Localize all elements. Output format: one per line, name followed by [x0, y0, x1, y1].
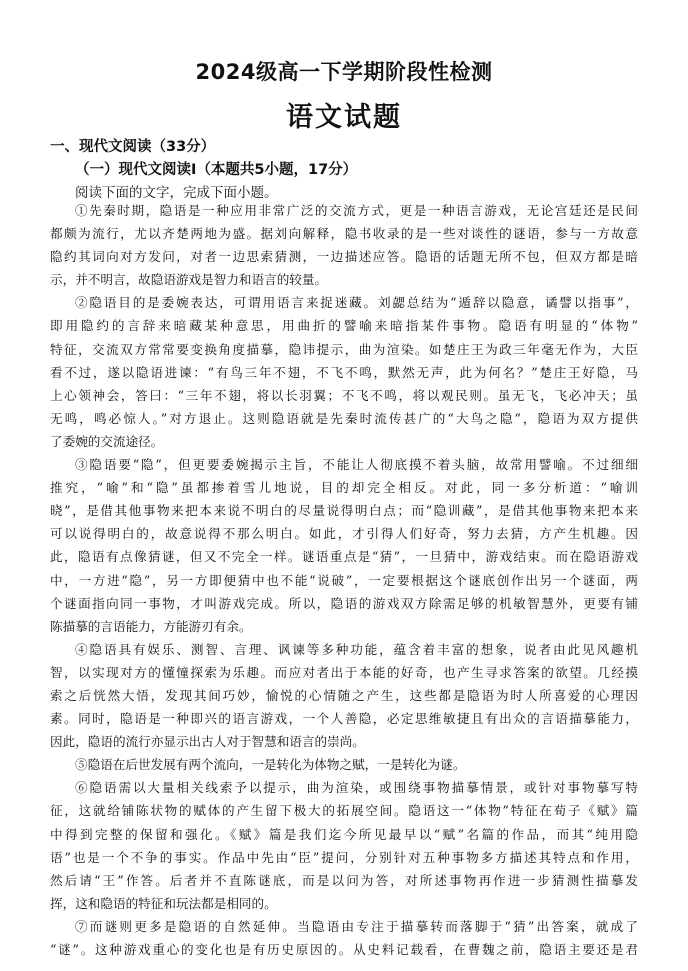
passage-line: 都颇为流行，尤以齐楚两地为盛。据刘向解释，隐书收录的是一些对谈性的谜语，参与一方故意	[50, 226, 638, 242]
passage-line: 看不过，遂以隐语进谏：“有鸟三年不翅，不飞不鸣，默然无声，此为何名？”楚庄王好隐，马	[50, 364, 638, 380]
reading-passage	[50, 199, 638, 961]
passage-line: 语”也是一个不争的事实。作品中先由“臣”提问，分别针对五种事物多方描述其特点和作用，	[50, 849, 638, 865]
passage-line: 示，并不明言，故隐语游戏是智力和语言的较量。	[50, 272, 328, 288]
passage-line: ②隐语目的是委婉表达，可谓用语言来捉迷藏。刘勰总结为“遁辞以隐意，谲譬以指事”，	[75, 295, 638, 311]
passage-line: 个谜面指向同一事物，才叫游戏完成。所以，隐语的游戏双方除需足够的机敏智慧外，更要有铺	[50, 595, 638, 611]
passage-line: 无鸣，鸣必惊人。”对方退止。这则隐语就是先秦时流传甚广的“大鸟之隐”，隐语为双方提供	[50, 410, 638, 426]
passage-line: 征，这就给铺陈状物的赋体的产生留下极大的拓展空间。隐语这一“体物”特征在荀子《赋》篇	[50, 803, 638, 819]
passage-line: 了委婉的交流途径。	[50, 433, 164, 449]
passage-line: 素。同时，隐语是一种即兴的语言游戏，一个人善隐，必定思维敏捷且有出众的言语描摹能力，	[50, 711, 638, 727]
exam-title: 2024级高一下学期阶段性检测	[195, 60, 493, 84]
passage-line: 此，隐语有点像猜谜，但又不完全一样。谜语重点是“猜”，一旦猜中，游戏结束。而在隐语游戏	[50, 549, 638, 565]
reading-instruction: 阅读下面的文字，完成下面小题。	[75, 185, 278, 201]
passage-line: 陈描摹的言语能力，方能游刃有余。	[50, 618, 252, 634]
passage-line: 然后请“王”作答。后者并不直陈谜底，而是以问为答，对所述事物再作进一步猜测性描摹发	[50, 872, 638, 888]
passage-line: 挥，这和隐语的特征和玩法都是相同的。	[50, 895, 277, 911]
passage-line: 索之后恍然大悟，发现其间巧妙，愉悦的心情随之产生，这些都是隐语为时人所喜爱的心理因	[50, 687, 638, 703]
passage-line: ⑤隐语在后世发展有两个流向，一是转化为体物之赋，一是转化为谜。	[75, 757, 466, 773]
passage-line: 推究，“喻”和“隐”虽都掺着雪儿地说，目的却完全相反。对此，同一多分析道：“喻训	[50, 480, 638, 496]
section-heading: 一、现代文阅读（33分）	[50, 139, 216, 155]
passage-line: 隐约其词向对方发问，对者一边思索猜测，一边描述应答。隐语的话题无所不包，但双方都是暗	[50, 249, 638, 265]
passage-line: 即用隐约的言辞来暗藏某种意思，用曲折的譬喻来暗指某件事物。隐语有明显的“体物”	[50, 318, 638, 334]
passage-line: ①先秦时期，隐语是一种应用非常广泛的交流方式，更是一种语言游戏，无论宫廷还是民间	[75, 203, 638, 218]
passage-line: 晓”，是借其他事物来把本来说不明白的尽量说得明白点；而“隐训藏”，是借其他事物来把本来	[50, 503, 638, 519]
passage-line: 可以说得明白的，故意说得不那么明白。如此，才引得人们好奇，努力去猜，方产生机趣。因	[50, 526, 638, 542]
passage-line: 中得到完整的保留和强化。《赋》篇是我们迄今所见最早以“赋”名篇的作品，而其“纯用隐	[50, 826, 638, 842]
passage-line: 上心领神会，答曰：“三年不翅，将以长羽翼；不飞不鸣，将以观民则。虽无飞，飞必冲天；虽	[50, 387, 638, 403]
passage-line: “谜”。这种游戏重心的变化也是有历史原因的。从史料记载看，在曹魏之前，隐语主要还是君	[50, 942, 638, 957]
passage-line: 因此，隐语的流行亦显示出古人对于智慧和语言的崇尚。	[50, 734, 365, 750]
passage-line: 特征，交流双方常常要变换角度描摹，隐讳提示，曲为渲染。如楚庄王为政三年毫无作为，大臣	[50, 341, 638, 357]
subsection-heading: （一）现代文阅读Ⅰ（本题共5小题，17分）	[75, 162, 358, 178]
passage-line: ③隐语要“隐”，但更要委婉揭示主旨，不能让人彻底摸不着头脑，故常用譬喻。不过细细	[75, 457, 638, 473]
passage-line: 智，以实现对方的懂憧探索为乐趣。而应对者出于本能的好奇，也产生寻求答案的欲望。几经摸	[50, 664, 638, 680]
passage-line: 中，一方进“隐”，另一方即便猜中也不能“说破”，一定要根据这个谜底创作出另一个谜面，两	[50, 572, 638, 588]
passage-line: ⑦而谜则更多是隐语的自然延伸。当隐语由专注于描摹转而落脚于“猜”出答案，就成了	[75, 918, 638, 934]
passage-line: ④隐语具有娱乐、测智、言理、讽谏等多种功能，蕴含着丰富的想象，说者由此见风趣机	[75, 641, 638, 657]
passage-line: ⑥隐语需以大量相关线索予以提示，曲为渲染，或围绕事物描摹情景，或针对事物摹写特	[75, 780, 638, 796]
exam-subtitle: 语文试题	[286, 102, 402, 133]
